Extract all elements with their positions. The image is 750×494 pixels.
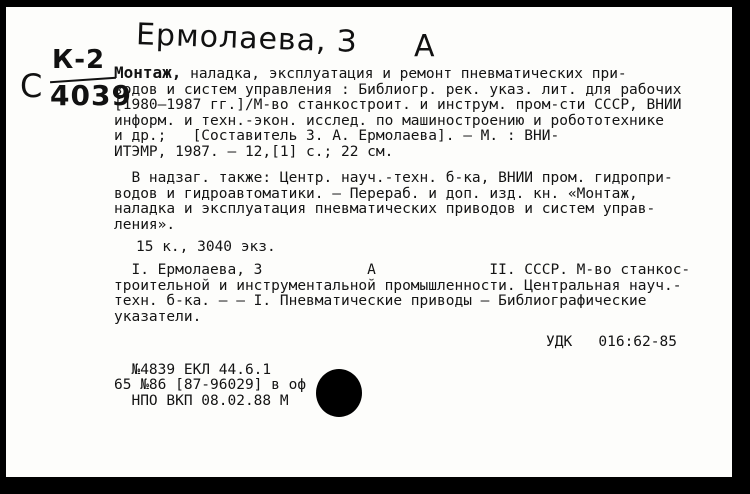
catalog-card (6, 7, 732, 477)
registration-numbers (114, 347, 306, 409)
udk-code: УДК 016:62-85 (546, 334, 677, 350)
tracings (114, 263, 690, 325)
note-line: ления». (114, 216, 176, 233)
ink-blot (316, 369, 362, 417)
tracing-line: указатели. (114, 308, 202, 325)
tracing-line: троительной и инструментальной промышленности. Центральная науч.- (114, 277, 682, 294)
note-line: наладка и эксплуатация пневматических приводов и систем управ- (114, 201, 656, 217)
registration-line: №4839 ЕКЛ 44.6.1 (114, 361, 272, 378)
note-line: В надзаг. также: Центр. науч.-техн. б-ка, ВНИИ пром. гидропри- (114, 170, 673, 186)
call-number-prefix: С (20, 67, 44, 105)
tracing-line: техн. б-ка. — — I. Пневматические приводы — Библиографические (114, 293, 647, 309)
call-number-top: К-2 (52, 45, 106, 75)
registration-line: 65 №86 [87-96029] в оф (114, 377, 307, 393)
description-line: наладка, эксплуатация и ремонт пневматических при- (181, 66, 627, 82)
print-run: 15 к., 3040 экз. (136, 239, 276, 255)
registration-line: НПО ВКП 08.02.88 М (114, 392, 289, 409)
title-word: Монтаж, (114, 63, 182, 82)
handwritten-mark: А (414, 29, 436, 64)
handwritten-author: Ермолаева, З (135, 17, 358, 60)
description-line: информ. и техн.-экон. исслед. по машиностроению и робототехнике (114, 112, 664, 129)
note-line: водов и гидроавтоматики. — Перераб. и доп. изд. кн. «Монтаж, (114, 185, 638, 202)
description-line: [1980—1987 гг.]/М-во станкостроит. и инструм. пром-сти СССР, ВНИИ (114, 97, 682, 113)
description-line: ИТЭМР, 1987. — 12,[1] с.; 22 см. (114, 143, 394, 160)
tracing-line: I. Ермолаева, З А II. СССР. М-во станкос- (114, 262, 691, 278)
bibliographic-description (114, 65, 681, 160)
notes (114, 171, 673, 233)
description-line: водов и систем управления : Библиогр. рек. указ. лит. для рабочих (114, 81, 682, 98)
call-number-bottom: 4039 (50, 79, 132, 112)
description-line: и др.; [Составитель З. А. Ермолаева]. — М. : ВНИ- (114, 128, 560, 144)
